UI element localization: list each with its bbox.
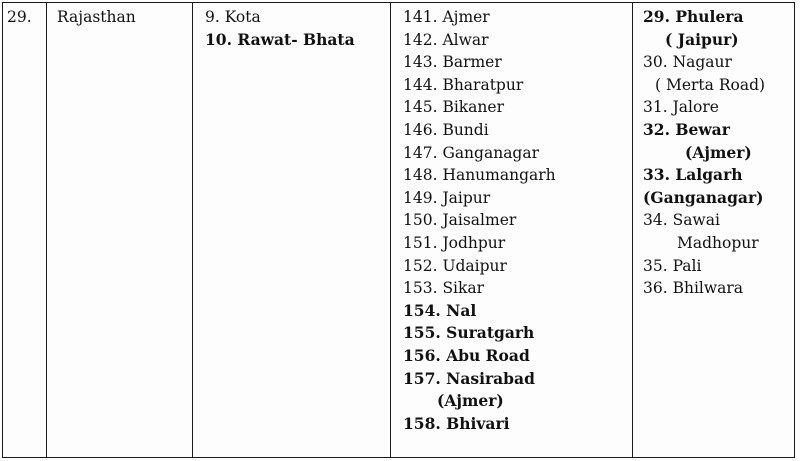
district-item: 145. Bikaner (403, 98, 504, 117)
district-item: 144. Bharatpur (403, 75, 524, 94)
division-item: 10. Rawat- Bhata (205, 29, 355, 49)
districts-cell (391, 3, 633, 458)
divisions-list (193, 3, 390, 51)
serial-number-cell (3, 3, 47, 458)
district-item: (Ajmer) (437, 391, 504, 411)
zone-item: Madhopur (677, 233, 759, 252)
district-item: 150. Jaisalmer (403, 211, 517, 230)
zones-cell (633, 3, 795, 458)
district-item: 141. Ajmer (403, 8, 490, 26)
state-name: Rajasthan (57, 8, 136, 26)
district-item: 157. Nasirabad (403, 368, 535, 388)
zone-item: 33. Lalgarh (643, 165, 743, 185)
district-item: 148. Hanumangarh (403, 166, 556, 185)
divisions-cell (193, 3, 391, 458)
zone-item: 35. Pali (643, 256, 702, 275)
district-item: 153. Sikar (403, 279, 485, 298)
rajasthan-table (2, 2, 795, 458)
district-item: 143. Barmer (403, 53, 502, 72)
zone-item: 36. Bhilwara (643, 279, 744, 298)
district-item: 146. Bundi (403, 120, 489, 139)
district-item: 149. Jaipur (403, 188, 491, 207)
district-item: 151. Jodhpur (403, 233, 506, 252)
zones-list (633, 3, 794, 300)
zone-item: ( Merta Road) (655, 75, 766, 94)
zone-item: (Ganganagar) (643, 187, 764, 207)
zone-item: 34. Sawai (643, 211, 720, 230)
district-item: 147. Ganganagar (403, 143, 540, 162)
district-item: 142. Alwar (403, 30, 489, 49)
district-item: 154. Nal (403, 300, 477, 320)
districts-list (391, 3, 632, 435)
zone-item: 31. Jalore (643, 98, 719, 117)
district-item: 152. Udaipur (403, 256, 507, 275)
district-item: 155. Suratgarh (403, 323, 535, 343)
zone-item: 29. Phulera (643, 7, 744, 26)
division-item: 9. Kota (205, 8, 261, 26)
serial-number: 29. (7, 8, 32, 26)
zone-item: ( Jaipur) (665, 29, 739, 49)
zone-item: 30. Nagaur (643, 53, 732, 72)
zone-item: (Ajmer) (685, 142, 752, 162)
zone-item: 32. Bewar (643, 119, 730, 139)
district-item: 156. Abu Road (403, 345, 530, 365)
state-cell (47, 3, 193, 458)
table-row (3, 3, 795, 458)
district-item: 158. Bhivari (403, 413, 510, 433)
